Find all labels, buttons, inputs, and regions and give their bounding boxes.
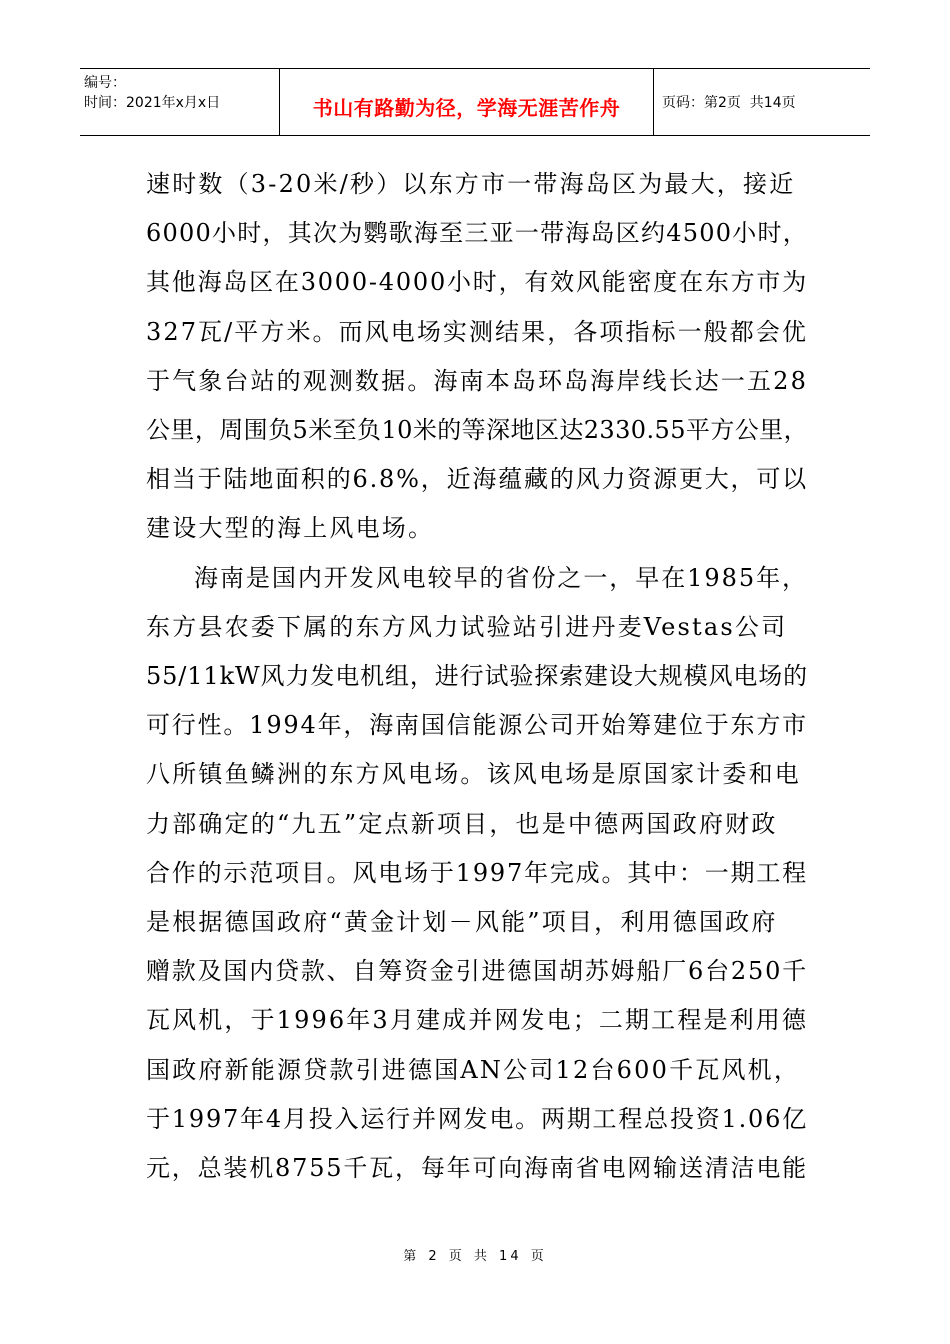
page-header [80, 68, 870, 136]
document-date-label: 时间：2021年x月x日 [84, 95, 221, 111]
text-line: 国政府新能源贷款引进德国AN公司12台600千瓦风机， [146, 1055, 801, 1084]
text-line: 速时数（3-20米/秒）以东方市一带海岛区为最大，接近 [146, 170, 796, 198]
text-line: 相当于陆地面积的6.8%，近海蕴藏的风力资源更大，可以 [146, 465, 808, 494]
page-footer: 第 2 页 共 14 页 [403, 1249, 547, 1264]
text-line: 合作的示范项目。风电场于1997年完成。其中：一期工程 [146, 858, 808, 887]
text-line: 力部确定的“九五”定点新项目，也是中德两国政府财政 [146, 809, 778, 838]
paragraph-2 [146, 554, 806, 1194]
text-line: 东方县农委下属的东方风力试验站引进丹麦Vestas公司 [146, 612, 788, 641]
text-line: 海南是国内开发风电较早的省份之一，早在1985年， [194, 563, 808, 592]
header-page-cell [654, 69, 870, 135]
text-line: 55/11kW风力发电机组，进行试验探索建设大规模风电场的 [146, 662, 808, 691]
text-line: 瓦风机，于1996年3月建成并网发电；二期工程是利用德 [146, 1006, 808, 1035]
text-line: 是根据德国政府“黄金计划－风能”项目，利用德国政府 [146, 908, 778, 937]
header-meta-cell [80, 69, 280, 135]
text-line: 6000小时，其次为鹦歌海至三亚一带海岛区约4500小时， [146, 219, 808, 248]
header-motto-cell [280, 69, 654, 135]
body-text [146, 160, 806, 1193]
text-line: 于气象台站的观测数据。海南本岛环岛海岸线长达一五28 [146, 366, 808, 395]
text-line: 其他海岛区在3000-4000小时，有效风能密度在东方市为 [146, 268, 808, 297]
document-number-label: 编号： [84, 75, 126, 91]
text-line: 八所镇鱼鳞洲的东方风电场。该风电场是原国家计委和电 [146, 760, 801, 789]
header-motto: 书山有路勤为径，学海无涯苦作舟 [312, 95, 621, 120]
text-line: 元，总装机8755千瓦，每年可向海南省电网输送清洁电能 [146, 1154, 808, 1183]
text-line: 于1997年4月投入运行并网发电。两期工程总投资1.06亿 [146, 1104, 808, 1133]
text-line: 建设大型的海上风电场。 [146, 514, 435, 543]
text-line: 公里，周围负5米至负10米的等深地区达2330.55平方公里， [146, 416, 808, 445]
text-line: 327瓦/平方米。而风电场实测结果，各项指标一般都会优 [146, 317, 808, 346]
text-line: 赠款及国内贷款、自筹资金引进德国胡苏姆船厂6台250千 [146, 957, 808, 986]
text-line: 可行性。1994年，海南国信能源公司开始筹建位于东方市 [146, 711, 808, 740]
header-page-info: 页码：第2页 共14页 [662, 95, 796, 111]
paragraph-1 [146, 160, 806, 554]
